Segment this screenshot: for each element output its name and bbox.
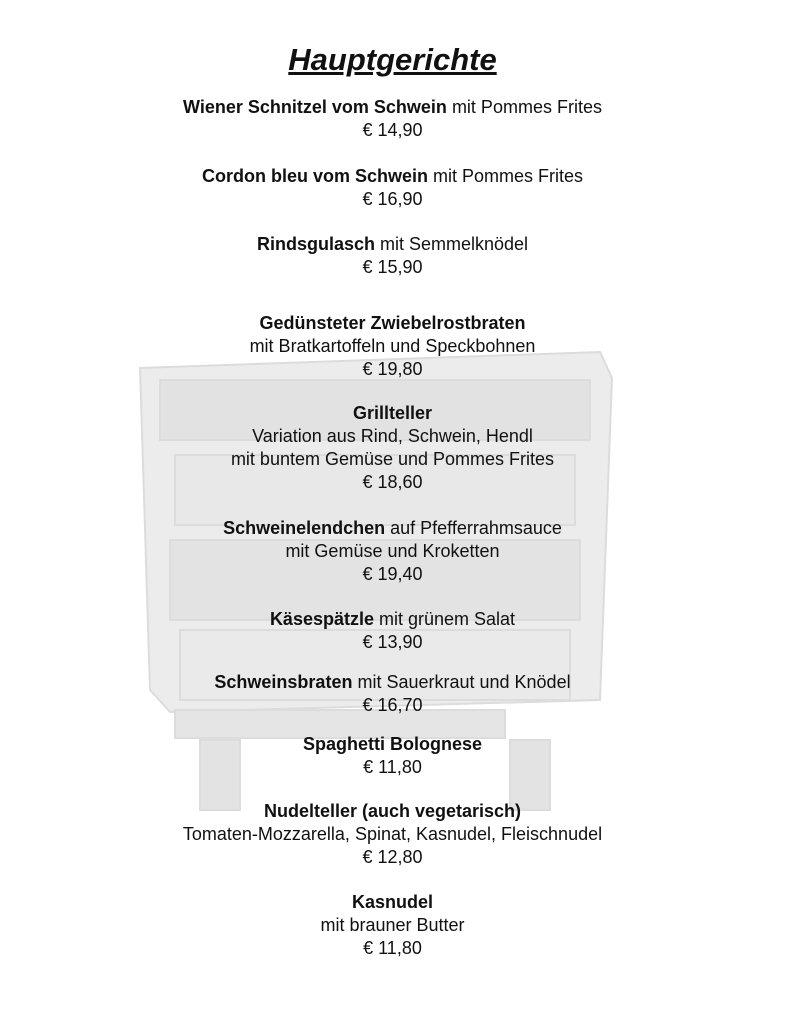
- item-description: mit Gemüse und Kroketten: [285, 541, 500, 561]
- menu-item-grillteller: [0, 402, 785, 494]
- item-price: € 16,70: [362, 695, 423, 715]
- item-heading: [0, 517, 785, 540]
- item-suffix: mit grünem Salat: [374, 609, 516, 629]
- item-name: Kasnudel: [351, 892, 434, 912]
- item-name: Rindsgulasch: [256, 234, 375, 254]
- item-description: mit brauner Butter: [320, 915, 465, 935]
- menu-item-nudelteller: [0, 800, 785, 869]
- menu-item-schweinelendchen: [0, 517, 785, 586]
- item-heading: [0, 233, 785, 256]
- item-price: € 13,90: [362, 632, 423, 652]
- menu-item-kasnudel: [0, 891, 785, 960]
- item-name: Gedünsteter Zwiebelrostbraten: [259, 313, 526, 333]
- item-suffix: auf Pfefferrahmsauce: [385, 518, 562, 538]
- item-name: Käsespätzle: [269, 609, 374, 629]
- item-price: € 19,40: [362, 564, 423, 584]
- item-heading: [0, 671, 785, 694]
- menu-item-cordon-bleu: [0, 165, 785, 211]
- item-description: mit Bratkartoffeln und Speckbohnen: [249, 336, 536, 356]
- item-price: € 11,80: [363, 757, 422, 777]
- item-suffix: mit Pommes Frites: [428, 166, 584, 186]
- item-name: Cordon bleu vom Schwein: [201, 166, 428, 186]
- item-price: € 11,80: [363, 938, 422, 958]
- item-price: € 16,90: [362, 189, 423, 209]
- page-title: Hauptgerichte: [288, 42, 497, 77]
- menu-item-schweinsbraten: [0, 671, 785, 717]
- item-heading: [0, 165, 785, 188]
- item-description: mit buntem Gemüse und Pommes Frites: [230, 449, 555, 469]
- menu-item-spaghetti: [0, 733, 785, 779]
- menu-item-rindsgulasch: [0, 233, 785, 279]
- item-price: € 15,90: [362, 257, 423, 277]
- item-name: Schweinsbraten: [214, 672, 353, 692]
- item-heading: [0, 402, 785, 425]
- item-heading: [0, 608, 785, 631]
- menu-item-zwiebelrostbraten: [0, 312, 785, 381]
- item-suffix: mit Sauerkraut und Knödel: [352, 672, 571, 692]
- item-heading: [0, 891, 785, 914]
- item-heading: [0, 96, 785, 119]
- menu-item-wiener-schnitzel: [0, 96, 785, 142]
- item-suffix: mit Pommes Frites: [446, 97, 602, 117]
- item-heading: [0, 733, 785, 756]
- menu-item-kaesespaetzle: [0, 608, 785, 654]
- item-name: Spaghetti Bolognese: [302, 734, 482, 754]
- item-name: Schweinelendchen: [223, 518, 386, 538]
- item-name: Grillteller: [352, 403, 433, 423]
- item-name: Nudelteller (auch vegetarisch): [263, 801, 522, 821]
- item-price: € 14,90: [362, 120, 423, 140]
- item-suffix: mit Semmelknödel: [374, 234, 529, 254]
- item-price: € 18,60: [362, 472, 423, 492]
- item-name: Wiener Schnitzel vom Schwein: [183, 97, 447, 117]
- item-heading: [0, 312, 785, 335]
- item-price: € 12,80: [362, 847, 423, 867]
- item-heading: [0, 800, 785, 823]
- item-description: Variation aus Rind, Schwein, Hendl: [252, 426, 533, 446]
- item-description: Tomaten-Mozzarella, Spinat, Kasnudel, Fleischnudel: [182, 824, 603, 844]
- item-price: € 19,80: [362, 359, 423, 379]
